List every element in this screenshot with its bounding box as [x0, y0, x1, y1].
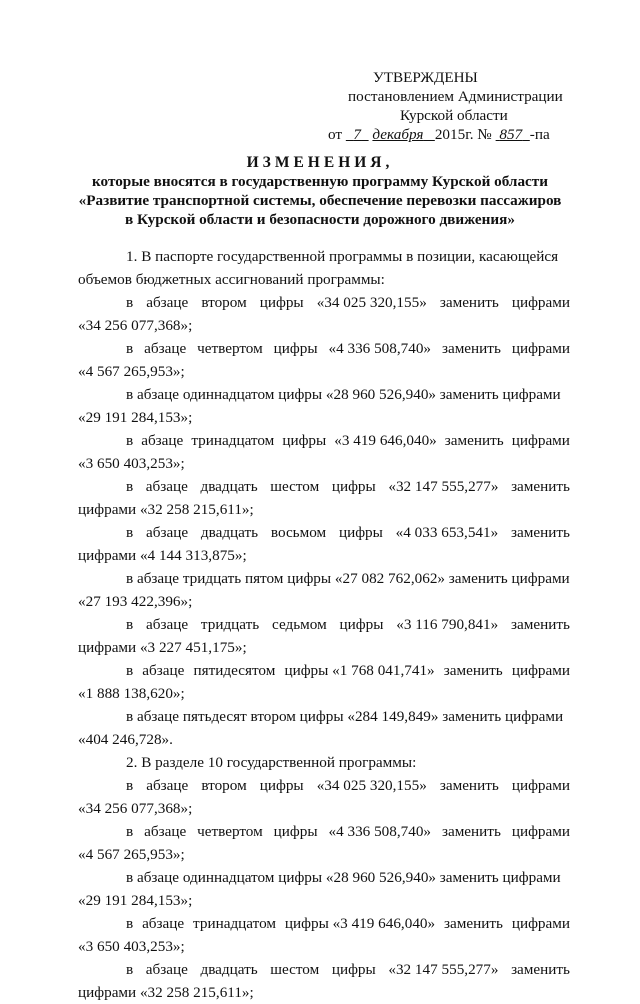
paragraph-line: в абзаце двадцать шестом цифры «32 147 555,277» заменить — [126, 478, 570, 495]
paragraph-line: в абзаце четвертом цифры «4 336 508,740» заменить цифрами — [126, 823, 570, 840]
paragraph-cont: цифрами «32 258 215,611»; — [78, 984, 254, 1001]
paragraph-line: в абзаце пятьдесят втором цифры «284 149,849» заменить цифрами — [126, 708, 564, 725]
paragraph-line: в абзаце втором цифры «34 025 320,155» заменить цифрами — [126, 294, 570, 311]
paragraph-cont: «27 193 422,396»; — [78, 593, 193, 610]
paragraph-cont: «404 246,728». — [78, 731, 173, 748]
paragraph-line: в абзаце тринадцатом цифры «3 419 646,040» заменить цифрами — [126, 432, 570, 449]
paragraph-cont: «1 888 138,620»; — [78, 685, 185, 702]
paragraph-line: в абзаце пятидесятом цифры «1 768 041,741» заменить цифрами — [126, 662, 570, 679]
paragraph-cont: цифрами «4 144 313,875»; — [78, 547, 247, 564]
approval-line-region: Курской области — [400, 107, 508, 124]
paragraph-cont: «4 567 265,953»; — [78, 363, 185, 380]
heading-line-2: «Развитие транспортной системы, обеспечение перевозки пассажиров — [78, 192, 562, 209]
paragraph-line: в абзаце четвертом цифры «4 336 508,740» заменить цифрами — [126, 340, 570, 357]
paragraph-cont: «29 191 284,153»; — [78, 409, 193, 426]
section-1-heading-cont: объемов бюджетных ассигнований программы: — [78, 271, 385, 288]
paragraph-line: в абзаце двадцать восьмом цифры «4 033 653,541» заменить — [126, 524, 570, 541]
paragraph-line: в абзаце тридцать пятом цифры «27 082 762,062» заменить цифрами — [126, 570, 570, 587]
date-prefix: от — [328, 126, 346, 143]
date-day: 7 — [353, 126, 362, 143]
approval-date-line — [328, 125, 588, 144]
paragraph-cont: «34 256 077,368»; — [78, 800, 193, 817]
paragraph-line: в абзаце втором цифры «34 025 320,155» заменить цифрами — [126, 777, 570, 794]
paragraph-cont: «29 191 284,153»; — [78, 892, 193, 909]
paragraph-cont: цифрами «32 258 215,611»; — [78, 501, 254, 518]
paragraph-line: в абзаце одиннадцатом цифры «28 960 526,940» заменить цифрами — [126, 386, 561, 403]
approval-stamp — [328, 68, 588, 144]
decree-suffix: -па — [529, 126, 550, 143]
paragraph-line: в абзаце тринадцатом цифры «3 419 646,040» заменить цифрами — [126, 915, 570, 932]
paragraph-line: в абзаце двадцать шестом цифры «32 147 555,277» заменить — [126, 961, 570, 978]
paragraph-cont: «3 650 403,253»; — [78, 938, 185, 955]
decree-number: 857 — [499, 126, 523, 143]
paragraph-cont: цифрами «3 227 451,175»; — [78, 639, 247, 656]
date-month: декабря — [372, 126, 424, 143]
section-1-heading: 1. В паспорте государственной программы в позиции, касающейся — [126, 248, 559, 265]
document-heading — [60, 153, 580, 229]
paragraph-line: в абзаце одиннадцатом цифры «28 960 526,940» заменить цифрами — [126, 869, 561, 886]
approval-line-decree: постановлением Администрации — [348, 88, 563, 105]
paragraph-cont: «3 650 403,253»; — [78, 455, 185, 472]
paragraph-cont: «4 567 265,953»; — [78, 846, 185, 863]
heading-line-3: в Курской области и безопасности дорожного движения» — [125, 211, 515, 228]
document-body — [78, 245, 570, 1004]
approval-title: УТВЕРЖДЕНЫ — [373, 69, 478, 86]
heading-line-1: которые вносятся в государственную программу Курской области — [92, 173, 548, 190]
section-2-heading: 2. В разделе 10 государственной программы: — [126, 754, 417, 771]
heading-title: ИЗМЕНЕНИЯ, — [246, 154, 394, 171]
paragraph-cont: «34 256 077,368»; — [78, 317, 193, 334]
date-year: 2015г. № — [434, 126, 492, 143]
paragraph-line: в абзаце тридцать седьмом цифры «3 116 790,841» заменить — [126, 616, 570, 633]
